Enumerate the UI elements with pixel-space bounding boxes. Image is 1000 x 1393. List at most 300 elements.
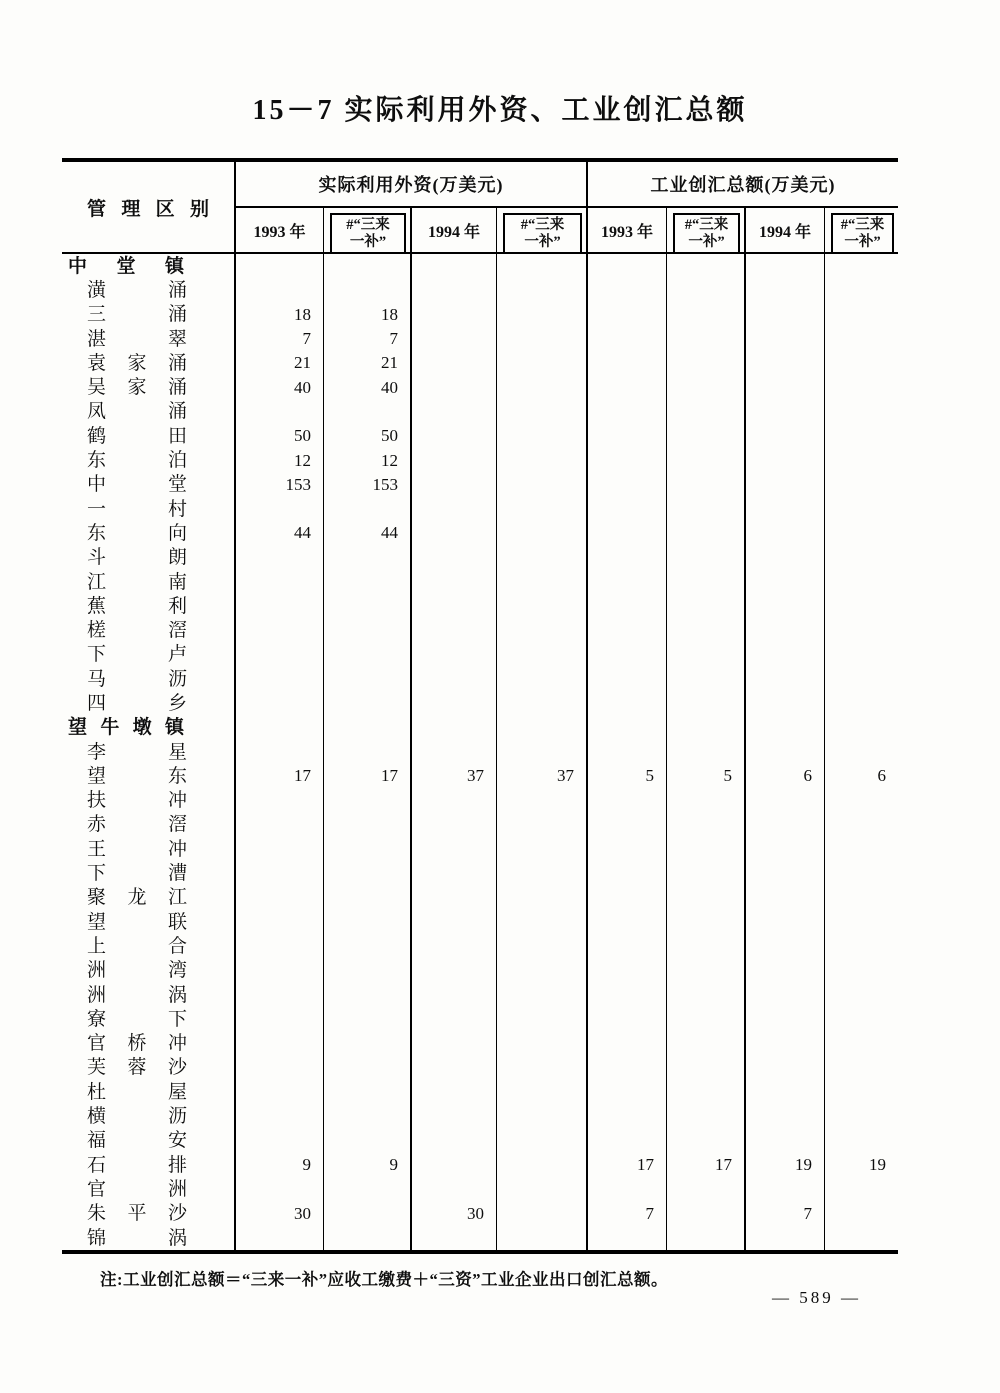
value-cell — [236, 691, 324, 715]
value-cell — [412, 351, 497, 375]
table-row — [62, 716, 898, 740]
value-cell — [324, 1202, 412, 1226]
value-cell — [825, 1177, 898, 1201]
value-cell — [825, 448, 898, 472]
value-cell — [324, 691, 412, 715]
value-cell — [236, 618, 324, 642]
sanlaiyibu-line2: 一补” — [688, 233, 725, 250]
value-cell — [497, 424, 588, 448]
value-cell — [825, 1032, 898, 1056]
value-cell — [746, 1129, 825, 1153]
value-cell — [497, 351, 588, 375]
value-cell: 17 — [667, 1153, 746, 1177]
value-cell: 7 — [324, 327, 412, 351]
row-header-cell — [62, 162, 236, 252]
value-cell — [324, 1032, 412, 1056]
value-cell — [412, 400, 497, 424]
value-cell — [588, 1032, 667, 1056]
value-cell — [588, 1129, 667, 1153]
col-header-1993-right: 1993 年 — [588, 208, 667, 252]
value-cell — [497, 1032, 588, 1056]
table-row — [62, 1153, 898, 1177]
value-cell — [588, 1056, 667, 1080]
row-label-cell — [62, 278, 236, 302]
table-row — [62, 400, 898, 424]
village-label: 吴 家 涌 — [87, 377, 187, 399]
sanlaiyibu-line2: 一补” — [349, 233, 387, 250]
value-cell: 30 — [236, 1202, 324, 1226]
value-cell — [667, 1080, 746, 1104]
value-cell — [236, 1129, 324, 1153]
value-cell — [236, 400, 324, 424]
value-cell — [588, 1226, 667, 1250]
village-label: 望 东 — [87, 765, 187, 787]
value-cell — [746, 400, 825, 424]
value-cell — [497, 473, 588, 497]
village-label: 鹤 田 — [87, 425, 187, 447]
value-cell — [497, 1056, 588, 1080]
value-cell — [746, 1226, 825, 1250]
value-cell — [236, 1007, 324, 1031]
sanlaiyibu-line1: #“三来 — [840, 216, 885, 233]
value-cell — [588, 448, 667, 472]
value-cell — [667, 1104, 746, 1128]
table-row — [62, 667, 898, 691]
value-cell — [588, 570, 667, 594]
table-row — [62, 424, 898, 448]
value-cell — [412, 983, 497, 1007]
village-label: 扶 冲 — [87, 790, 187, 812]
value-cell — [497, 254, 588, 278]
value-cell — [324, 643, 412, 667]
row-label-cell — [62, 1056, 236, 1080]
value-cell — [667, 837, 746, 861]
value-cell — [667, 643, 746, 667]
value-cell: 9 — [236, 1153, 324, 1177]
value-cell — [588, 594, 667, 618]
value-cell — [412, 910, 497, 934]
value-cell — [324, 1226, 412, 1250]
value-cell — [324, 813, 412, 837]
value-cell — [588, 886, 667, 910]
value-cell — [746, 837, 825, 861]
value-cell — [236, 934, 324, 958]
value-cell — [412, 1226, 497, 1250]
value-cell — [412, 813, 497, 837]
value-cell — [667, 400, 746, 424]
village-label: 杜 屋 — [87, 1081, 187, 1103]
value-cell — [236, 1032, 324, 1056]
value-cell — [588, 303, 667, 327]
value-cell — [588, 351, 667, 375]
row-label-cell — [62, 1007, 236, 1031]
value-cell — [825, 861, 898, 885]
value-cell — [497, 1129, 588, 1153]
table-row — [62, 861, 898, 885]
row-label-cell — [62, 448, 236, 472]
value-cell — [236, 886, 324, 910]
village-label: 石 排 — [87, 1154, 187, 1176]
row-label-cell — [62, 303, 236, 327]
value-cell — [825, 400, 898, 424]
value-cell: 40 — [236, 375, 324, 399]
value-cell: 37 — [497, 764, 588, 788]
table-row — [62, 1032, 898, 1056]
value-cell — [324, 861, 412, 885]
group-header-forex-earnings: 工业创汇总额(万美元) — [650, 175, 836, 195]
row-label-cell — [62, 667, 236, 691]
value-cell — [324, 1177, 412, 1201]
value-cell: 17 — [236, 764, 324, 788]
value-cell — [324, 497, 412, 521]
value-cell — [825, 1056, 898, 1080]
row-label-cell — [62, 1080, 236, 1104]
value-cell — [588, 254, 667, 278]
value-cell — [412, 716, 497, 740]
village-label: 官 桥 冲 — [87, 1033, 187, 1055]
sanlaiyibu-line1: #“三来 — [684, 216, 729, 233]
table-row — [62, 594, 898, 618]
value-cell — [324, 546, 412, 570]
value-cell — [497, 643, 588, 667]
value-cell — [667, 1202, 746, 1226]
value-cell — [667, 424, 746, 448]
value-cell — [588, 473, 667, 497]
value-cell: 5 — [588, 764, 667, 788]
value-cell — [588, 400, 667, 424]
value-cell — [825, 570, 898, 594]
value-cell — [324, 1104, 412, 1128]
row-label-cell — [62, 254, 236, 278]
value-cell: 21 — [324, 351, 412, 375]
table-row — [62, 837, 898, 861]
value-cell — [667, 861, 746, 885]
value-cell — [825, 959, 898, 983]
village-label: 朱 平 沙 — [87, 1203, 187, 1225]
row-label-cell — [62, 375, 236, 399]
value-cell — [825, 983, 898, 1007]
value-cell — [588, 789, 667, 813]
village-label: 福 安 — [87, 1130, 187, 1152]
row-label-cell — [62, 497, 236, 521]
value-cell — [667, 667, 746, 691]
value-cell — [746, 1007, 825, 1031]
value-cell — [746, 424, 825, 448]
value-cell — [588, 716, 667, 740]
value-cell — [746, 983, 825, 1007]
value-cell — [825, 546, 898, 570]
row-label-cell — [62, 546, 236, 570]
value-cell — [746, 375, 825, 399]
statistics-table — [62, 158, 898, 1254]
value-cell — [588, 546, 667, 570]
value-cell — [667, 254, 746, 278]
value-cell — [497, 861, 588, 885]
value-cell: 7 — [588, 1202, 667, 1226]
col-header-1994-right: 1994 年 — [746, 208, 825, 252]
value-cell — [825, 643, 898, 667]
value-cell — [412, 740, 497, 764]
village-label: 马 沥 — [87, 668, 187, 690]
value-cell — [497, 570, 588, 594]
value-cell — [746, 1177, 825, 1201]
table-row — [62, 813, 898, 837]
row-label-cell — [62, 983, 236, 1007]
row-label-cell — [62, 594, 236, 618]
value-cell — [588, 1177, 667, 1201]
value-cell — [497, 546, 588, 570]
col-header-sanlaiyibu-left-1993 — [324, 208, 412, 252]
value-cell — [236, 813, 324, 837]
village-label: 中 堂 — [87, 474, 187, 496]
value-cell — [825, 424, 898, 448]
row-label-cell — [62, 861, 236, 885]
value-cell: 44 — [236, 521, 324, 545]
value-cell — [236, 643, 324, 667]
value-cell — [236, 910, 324, 934]
value-cell — [497, 886, 588, 910]
value-cell — [746, 789, 825, 813]
row-label-cell — [62, 1153, 236, 1177]
row-label-cell — [62, 716, 236, 740]
value-cell: 30 — [412, 1202, 497, 1226]
row-label-cell — [62, 327, 236, 351]
table-row — [62, 497, 898, 521]
value-cell — [746, 618, 825, 642]
value-cell — [497, 691, 588, 715]
table-row — [62, 1226, 898, 1250]
table-row — [62, 1202, 898, 1226]
row-label-cell — [62, 691, 236, 715]
value-cell — [746, 813, 825, 837]
value-cell — [324, 740, 412, 764]
value-cell: 153 — [324, 473, 412, 497]
value-cell — [746, 278, 825, 302]
row-label-cell — [62, 424, 236, 448]
value-cell — [825, 497, 898, 521]
value-cell — [324, 667, 412, 691]
value-cell — [412, 303, 497, 327]
value-cell — [667, 473, 746, 497]
village-label: 凤 涌 — [87, 401, 187, 423]
value-cell — [412, 473, 497, 497]
row-label-cell — [62, 400, 236, 424]
value-cell — [588, 1104, 667, 1128]
value-cell — [497, 934, 588, 958]
value-cell — [236, 497, 324, 521]
value-cell — [324, 886, 412, 910]
value-cell — [412, 1153, 497, 1177]
value-cell — [667, 789, 746, 813]
sanlaiyibu-box — [831, 213, 894, 252]
table-body — [62, 254, 898, 1250]
row-label-cell — [62, 351, 236, 375]
village-label: 三 涌 — [87, 304, 187, 326]
value-cell — [412, 1129, 497, 1153]
value-cell — [588, 1007, 667, 1031]
village-label: 赤 滘 — [87, 814, 187, 836]
value-cell — [497, 837, 588, 861]
value-cell — [588, 983, 667, 1007]
table-row — [62, 1129, 898, 1153]
row-label-cell — [62, 643, 236, 667]
value-cell — [497, 789, 588, 813]
value-cell — [825, 1007, 898, 1031]
table-row — [62, 643, 898, 667]
value-cell — [324, 1129, 412, 1153]
value-cell — [588, 667, 667, 691]
value-cell — [746, 910, 825, 934]
value-cell — [236, 1226, 324, 1250]
value-cell — [412, 375, 497, 399]
value-cell — [588, 861, 667, 885]
value-cell — [412, 643, 497, 667]
row-label-cell — [62, 813, 236, 837]
value-cell — [588, 813, 667, 837]
value-cell — [324, 983, 412, 1007]
village-label: 东 向 — [87, 522, 187, 544]
value-cell — [667, 546, 746, 570]
value-cell — [324, 254, 412, 278]
village-label: 东 泊 — [87, 450, 187, 472]
village-label: 望 联 — [87, 911, 187, 933]
value-cell: 7 — [746, 1202, 825, 1226]
value-cell — [497, 303, 588, 327]
table-row — [62, 546, 898, 570]
value-cell — [236, 546, 324, 570]
table-row — [62, 254, 898, 278]
row-label-cell — [62, 959, 236, 983]
value-cell — [412, 618, 497, 642]
value-cell: 17 — [324, 764, 412, 788]
value-cell — [412, 861, 497, 885]
value-cell — [236, 594, 324, 618]
row-header-label: 管 理 区 别 — [87, 198, 209, 220]
village-label: 下 卢 — [87, 644, 187, 666]
value-cell: 6 — [877, 766, 886, 786]
value-cell — [497, 521, 588, 545]
value-cell — [412, 1177, 497, 1201]
village-label: 袁 家 涌 — [87, 352, 187, 374]
value-cell — [825, 910, 898, 934]
table-row — [62, 473, 898, 497]
value-cell — [667, 740, 746, 764]
value-cell — [412, 789, 497, 813]
col-header-sanlaiyibu-left-1994 — [497, 208, 588, 252]
village-label: 锦 涡 — [87, 1227, 187, 1249]
table-row — [62, 521, 898, 545]
value-cell — [236, 983, 324, 1007]
value-cell — [746, 1104, 825, 1128]
col-header-sanlaiyibu-right-1993 — [667, 208, 746, 252]
value-cell — [497, 983, 588, 1007]
value-cell — [746, 1056, 825, 1080]
value-cell — [825, 886, 898, 910]
value-cell — [497, 1080, 588, 1104]
table-footnote: 注:工业创汇总额＝“三来一补”应收工缴费＋“三资”工业企业出口创汇总额。 — [100, 1270, 668, 1289]
value-cell — [412, 327, 497, 351]
value-cell — [324, 278, 412, 302]
value-cell — [497, 594, 588, 618]
value-cell — [412, 1056, 497, 1080]
value-cell — [324, 570, 412, 594]
row-label-cell — [62, 1129, 236, 1153]
value-cell — [588, 837, 667, 861]
table-row — [62, 1056, 898, 1080]
value-cell — [497, 1177, 588, 1201]
value-cell — [324, 1056, 412, 1080]
value-cell — [588, 934, 667, 958]
table-row — [62, 934, 898, 958]
value-cell: 5 — [667, 764, 746, 788]
value-cell — [412, 1032, 497, 1056]
value-cell: 50 — [324, 424, 412, 448]
value-cell — [746, 254, 825, 278]
value-cell — [497, 716, 588, 740]
value-cell — [236, 278, 324, 302]
value-cell — [236, 959, 324, 983]
village-label: 横 沥 — [87, 1106, 187, 1128]
value-cell — [825, 254, 898, 278]
table-row — [62, 303, 898, 327]
value-cell — [825, 740, 898, 764]
value-cell — [324, 837, 412, 861]
table-row — [62, 740, 898, 764]
value-cell — [588, 691, 667, 715]
value-cell — [825, 303, 898, 327]
row-label-cell — [62, 789, 236, 813]
row-label-cell — [62, 570, 236, 594]
value-cell — [746, 861, 825, 885]
table-row — [62, 1007, 898, 1031]
value-cell — [825, 837, 898, 861]
value-cell — [412, 886, 497, 910]
row-label-cell — [62, 764, 236, 788]
value-cell: 153 — [236, 473, 324, 497]
row-label-cell — [62, 1032, 236, 1056]
village-label: 聚 龙 江 — [87, 887, 187, 909]
page-title: 15－7 实际利用外资、工业创汇总额 — [252, 95, 748, 126]
row-label-cell — [62, 910, 236, 934]
row-label-cell — [62, 934, 236, 958]
value-cell — [236, 254, 324, 278]
table-row — [62, 278, 898, 302]
page-number: — 589 — — [772, 1288, 861, 1307]
value-cell — [746, 934, 825, 958]
value-cell — [825, 375, 898, 399]
value-cell — [497, 1226, 588, 1250]
table-row — [62, 959, 898, 983]
value-cell — [667, 375, 746, 399]
village-label: 四 乡 — [87, 692, 187, 714]
village-label: 寮 下 — [87, 1008, 187, 1030]
value-cell — [412, 546, 497, 570]
table-row — [62, 351, 898, 375]
value-cell — [588, 618, 667, 642]
value-cell — [588, 910, 667, 934]
value-cell — [746, 303, 825, 327]
value-cell: 50 — [236, 424, 324, 448]
value-cell — [667, 910, 746, 934]
value-cell — [667, 983, 746, 1007]
value-cell — [497, 497, 588, 521]
value-cell — [236, 716, 324, 740]
value-cell: 17 — [588, 1153, 667, 1177]
value-cell — [497, 327, 588, 351]
row-label-cell — [62, 886, 236, 910]
value-cell — [412, 837, 497, 861]
table-row — [62, 983, 898, 1007]
